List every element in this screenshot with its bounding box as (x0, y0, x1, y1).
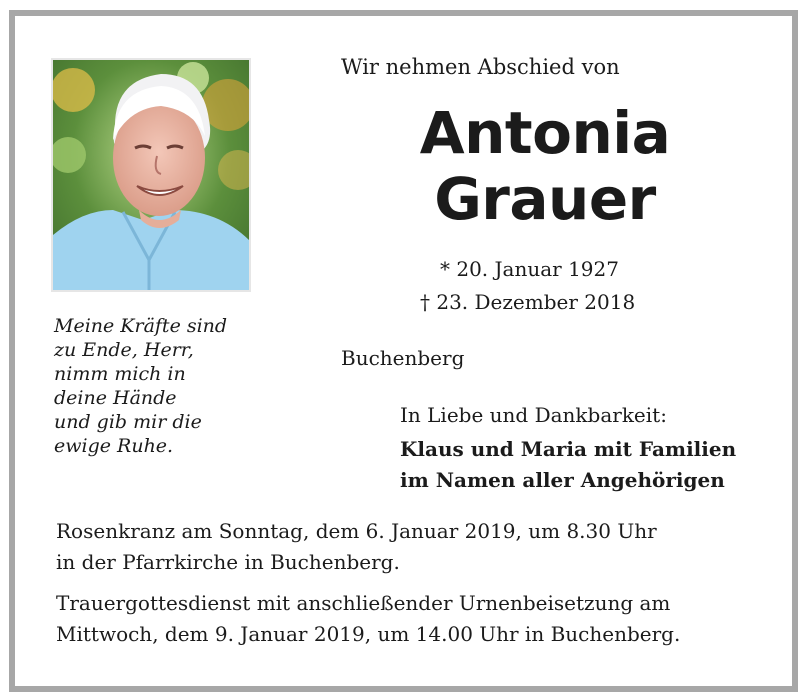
family-line: Klaus und Maria mit Familien (400, 437, 737, 461)
place: Buchenberg (341, 346, 465, 370)
birth-date: * 20. Januar 1927 (440, 257, 619, 281)
death-date: † 23. Dezember 2018 (420, 290, 636, 314)
service-line: Trauergottesdienst mit anschließender Urnenbeisetzung am (56, 591, 671, 615)
portrait-illustration (53, 60, 249, 290)
service-line: in der Pfarrkirche in Buchenberg. (56, 550, 400, 574)
deceased-name (380, 100, 710, 232)
quote-line: nimm mich in (54, 363, 186, 385)
portrait-photo (51, 58, 251, 292)
quote-line: und gib mir die (54, 411, 202, 433)
service-line: Rosenkranz am Sonntag, dem 6. Januar 2019, um 8.30 Uhr (56, 519, 657, 543)
quote-line: ewige Ruhe. (54, 435, 174, 457)
quote-line: deine Hände (54, 387, 177, 409)
family-line: im Namen aller Angehörigen (400, 468, 725, 492)
family-signature (400, 434, 736, 496)
funeral-service (56, 588, 756, 650)
service-line: Mittwoch, dem 9. Januar 2019, um 14.00 Uhr in Buchenberg. (56, 622, 681, 646)
last-name: Grauer (434, 165, 656, 233)
dedication: In Liebe und Dankbarkeit: (400, 403, 667, 427)
intro-text: Wir nehmen Abschied von (341, 55, 620, 79)
quote (54, 314, 284, 458)
rosary-service (56, 516, 756, 578)
quote-line: Meine Kräfte sind (54, 315, 228, 337)
quote-line: zu Ende, Herr, (54, 339, 194, 361)
first-name: Antonia (419, 99, 671, 167)
